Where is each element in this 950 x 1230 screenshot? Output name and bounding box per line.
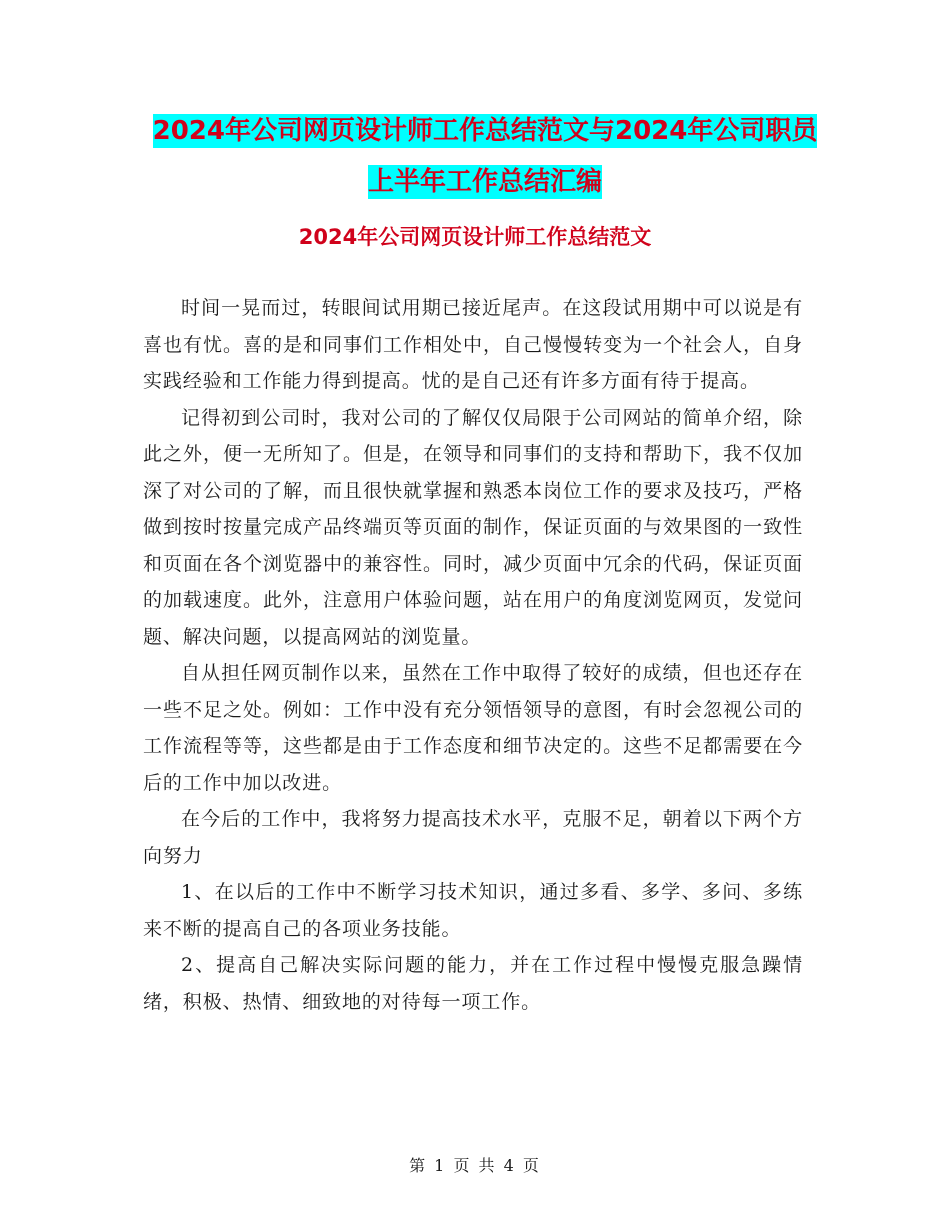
document-body bbox=[143, 290, 803, 1020]
page-footer: 第 1 页 共 4 页 bbox=[409, 1156, 541, 1175]
paragraph-4: 在今后的工作中，我将努力提高技术水平，克服不足，朝着以下两个方向努力 bbox=[143, 808, 803, 867]
section-title: 2024年公司网页设计师工作总结范文 bbox=[298, 225, 652, 249]
paragraph-3: 自从担任网页制作以来，虽然在工作中取得了较好的成绩，但也还存在一些不足之处。例如：工作中没有充分领悟领导的意图，有时会忽视公司的工作流程等等，这些都是由于工作态度和细节决定的。这些不足都需要在今后的工作中加以改进。 bbox=[143, 662, 803, 794]
paragraph-1: 时间一晃而过，转眼间试用期已接近尾声。在这段试用期中可以说是有喜也有忧。喜的是和同事们工作相处中，自己慢慢转变为一个社会人，自身实践经验和工作能力得到提高。忧的是自己还有许多方面有待于提高。 bbox=[143, 297, 803, 392]
document-title bbox=[140, 106, 830, 208]
paragraph-6: 2、提高自己解决实际问题的能力，并在工作过程中慢慢克服急躁情绪，积极、热情、细致地的对待每一项工作。 bbox=[143, 954, 803, 1013]
paragraph-2: 记得初到公司时，我对公司的了解仅仅局限于公司网站的简单介绍，除此之外，便一无所知了。但是，在领导和同事们的支持和帮助下，我不仅加深了对公司的了解，而且很快就掌握和熟悉本岗位工作的要求及技巧，严格做到按时按量完成产品终端页等页面的制作，保证页面的与效果图的一致性和页面在各个浏览器中的兼容性。同时，减少页面中冗余的代码，保证页面的加载速度。此外，注意用户体验问题，站在用户的角度浏览网页，发觉问题、解决问题，以提高网站的浏览量。 bbox=[143, 406, 803, 648]
document-title-text: 2024年公司网页设计师工作总结范文与2024年公司职员上半年工作总结汇编 bbox=[152, 116, 818, 197]
paragraph-5: 1、在以后的工作中不断学习技术知识，通过多看、多学、多问、多练来不断的提高自己的各项业务技能。 bbox=[143, 881, 803, 940]
